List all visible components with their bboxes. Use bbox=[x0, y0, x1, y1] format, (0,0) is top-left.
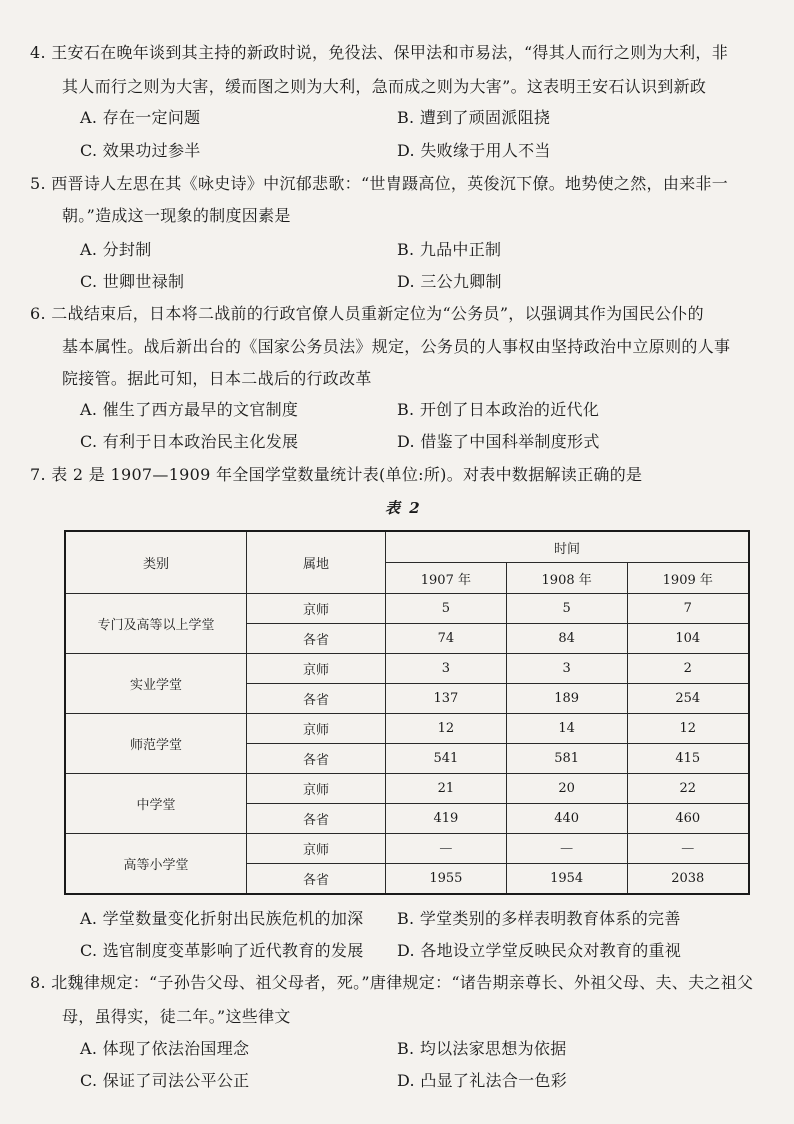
q6-stem-line3: 院接管。据此可知，日本二战后的行政改革 bbox=[62, 369, 372, 388]
q4-stem-line2: 其人而行之则为大害，缓而图之则为大利，急而成之则为大害”。这表明王安石认识到新政 bbox=[62, 77, 707, 96]
location-cell: 京师 bbox=[247, 654, 386, 684]
value-cell: 20 bbox=[506, 774, 627, 804]
value-cell: 1955 bbox=[386, 864, 507, 895]
value-cell: 12 bbox=[627, 714, 749, 744]
value-cell: — bbox=[627, 834, 749, 864]
category-cell: 中学堂 bbox=[65, 774, 247, 834]
value-cell: 104 bbox=[627, 624, 749, 654]
q7-option-c[interactable]: C. 选官制度变革影响了近代教育的发展 bbox=[80, 941, 364, 960]
location-cell: 各省 bbox=[247, 684, 386, 714]
header-year: 1908 年 bbox=[506, 563, 627, 594]
category-cell: 实业学堂 bbox=[65, 654, 247, 714]
q5-option-d[interactable]: D. 三公九卿制 bbox=[397, 272, 502, 291]
location-cell: 各省 bbox=[247, 624, 386, 654]
table-row bbox=[65, 594, 749, 624]
value-cell: 14 bbox=[506, 714, 627, 744]
table-row bbox=[65, 774, 749, 804]
value-cell: 2038 bbox=[627, 864, 749, 895]
location-cell: 京师 bbox=[247, 774, 386, 804]
q7-stem: 7. 表 2 是 1907—1909 年全国学堂数量统计表(单位:所)。对表中数据解读正确的是 bbox=[30, 465, 643, 484]
q8-stem-line1: 8. 北魏律规定：“子孙告父母、祖父母者，死。”唐律规定：“诸告期亲尊长、外祖父母、夫、夫之祖父 bbox=[30, 973, 754, 992]
value-cell: 84 bbox=[506, 624, 627, 654]
location-cell: 京师 bbox=[247, 834, 386, 864]
value-cell: 3 bbox=[386, 654, 507, 684]
q6-stem-line1: 6. 二战结束后，日本将二战前的行政官僚人员重新定位为“公务员”，以强调其作为国民公仆的 bbox=[30, 304, 704, 323]
q4-option-b[interactable]: B. 遭到了顽固派阻挠 bbox=[397, 108, 551, 127]
value-cell: 74 bbox=[386, 624, 507, 654]
value-cell: 415 bbox=[627, 744, 749, 774]
category-cell: 高等小学堂 bbox=[65, 834, 247, 895]
value-cell: 12 bbox=[386, 714, 507, 744]
value-cell: — bbox=[386, 834, 507, 864]
q4-option-c[interactable]: C. 效果功过参半 bbox=[80, 141, 201, 160]
value-cell: 1954 bbox=[506, 864, 627, 895]
value-cell: 5 bbox=[506, 594, 627, 624]
value-cell: 189 bbox=[506, 684, 627, 714]
header-year: 1907 年 bbox=[386, 563, 507, 594]
q6-option-d[interactable]: D. 借鉴了中国科举制度形式 bbox=[397, 432, 600, 451]
value-cell: 254 bbox=[627, 684, 749, 714]
q6-option-c[interactable]: C. 有利于日本政治民主化发展 bbox=[80, 432, 299, 451]
q7-option-a[interactable]: A. 学堂数量变化折射出民族危机的加深 bbox=[80, 909, 364, 928]
location-cell: 各省 bbox=[247, 864, 386, 895]
value-cell: 5 bbox=[386, 594, 507, 624]
header-location: 属地 bbox=[247, 531, 386, 594]
q5-stem-line1: 5. 西晋诗人左思在其《咏史诗》中沉郁悲歌：“世胄蹑高位，英俊沉下僚。地势使之然，由来非一 bbox=[30, 174, 729, 193]
table-row bbox=[65, 654, 749, 684]
school-statistics-table bbox=[64, 530, 750, 895]
q5-stem-line2: 朝。”造成这一现象的制度因素是 bbox=[62, 206, 291, 225]
value-cell: 541 bbox=[386, 744, 507, 774]
value-cell: 3 bbox=[506, 654, 627, 684]
category-cell: 专门及高等以上学堂 bbox=[65, 594, 247, 654]
value-cell: 581 bbox=[506, 744, 627, 774]
q6-stem-line2: 基本属性。战后新出台的《国家公务员法》规定，公务员的人事权由坚持政治中立原则的人事 bbox=[62, 337, 731, 356]
location-cell: 京师 bbox=[247, 594, 386, 624]
q8-stem-line2: 母，虽得实，徒二年。”这些律文 bbox=[62, 1007, 291, 1026]
header-time: 时间 bbox=[386, 531, 750, 563]
q6-option-a[interactable]: A. 催生了西方最早的文官制度 bbox=[80, 400, 299, 419]
location-cell: 各省 bbox=[247, 804, 386, 834]
q4-option-a[interactable]: A. 存在一定问题 bbox=[80, 108, 201, 127]
q4-option-d[interactable]: D. 失败缘于用人不当 bbox=[397, 141, 551, 160]
q8-option-a[interactable]: A. 体现了依法治国理念 bbox=[80, 1039, 250, 1058]
q8-option-d[interactable]: D. 凸显了礼法合一色彩 bbox=[397, 1071, 568, 1090]
q5-option-b[interactable]: B. 九品中正制 bbox=[397, 240, 502, 259]
q5-option-c[interactable]: C. 世卿世禄制 bbox=[80, 272, 185, 291]
value-cell: — bbox=[506, 834, 627, 864]
value-cell: 7 bbox=[627, 594, 749, 624]
location-cell: 各省 bbox=[247, 744, 386, 774]
value-cell: 2 bbox=[627, 654, 749, 684]
q7-option-d[interactable]: D. 各地设立学堂反映民众对教育的重视 bbox=[397, 941, 682, 960]
table-row bbox=[65, 714, 749, 744]
q8-option-b[interactable]: B. 均以法家思想为依据 bbox=[397, 1039, 567, 1058]
value-cell: 137 bbox=[386, 684, 507, 714]
q6-option-b[interactable]: B. 开创了日本政治的近代化 bbox=[397, 400, 600, 419]
q7-option-b[interactable]: B. 学堂类别的多样表明教育体系的完善 bbox=[397, 909, 681, 928]
header-category: 类别 bbox=[65, 531, 247, 594]
table-caption: 表 2 bbox=[385, 499, 422, 517]
q5-option-a[interactable]: A. 分封制 bbox=[80, 240, 152, 259]
location-cell: 京师 bbox=[247, 714, 386, 744]
category-cell: 师范学堂 bbox=[65, 714, 247, 774]
q4-stem-line1: 4. 王安石在晚年谈到其主持的新政时说，免役法、保甲法和市易法，“得其人而行之则为大利，非 bbox=[30, 43, 729, 62]
header-year: 1909 年 bbox=[627, 563, 749, 594]
value-cell: 22 bbox=[627, 774, 749, 804]
table-row bbox=[65, 834, 749, 864]
value-cell: 440 bbox=[506, 804, 627, 834]
q8-option-c[interactable]: C. 保证了司法公平公正 bbox=[80, 1071, 250, 1090]
value-cell: 460 bbox=[627, 804, 749, 834]
value-cell: 419 bbox=[386, 804, 507, 834]
value-cell: 21 bbox=[386, 774, 507, 804]
